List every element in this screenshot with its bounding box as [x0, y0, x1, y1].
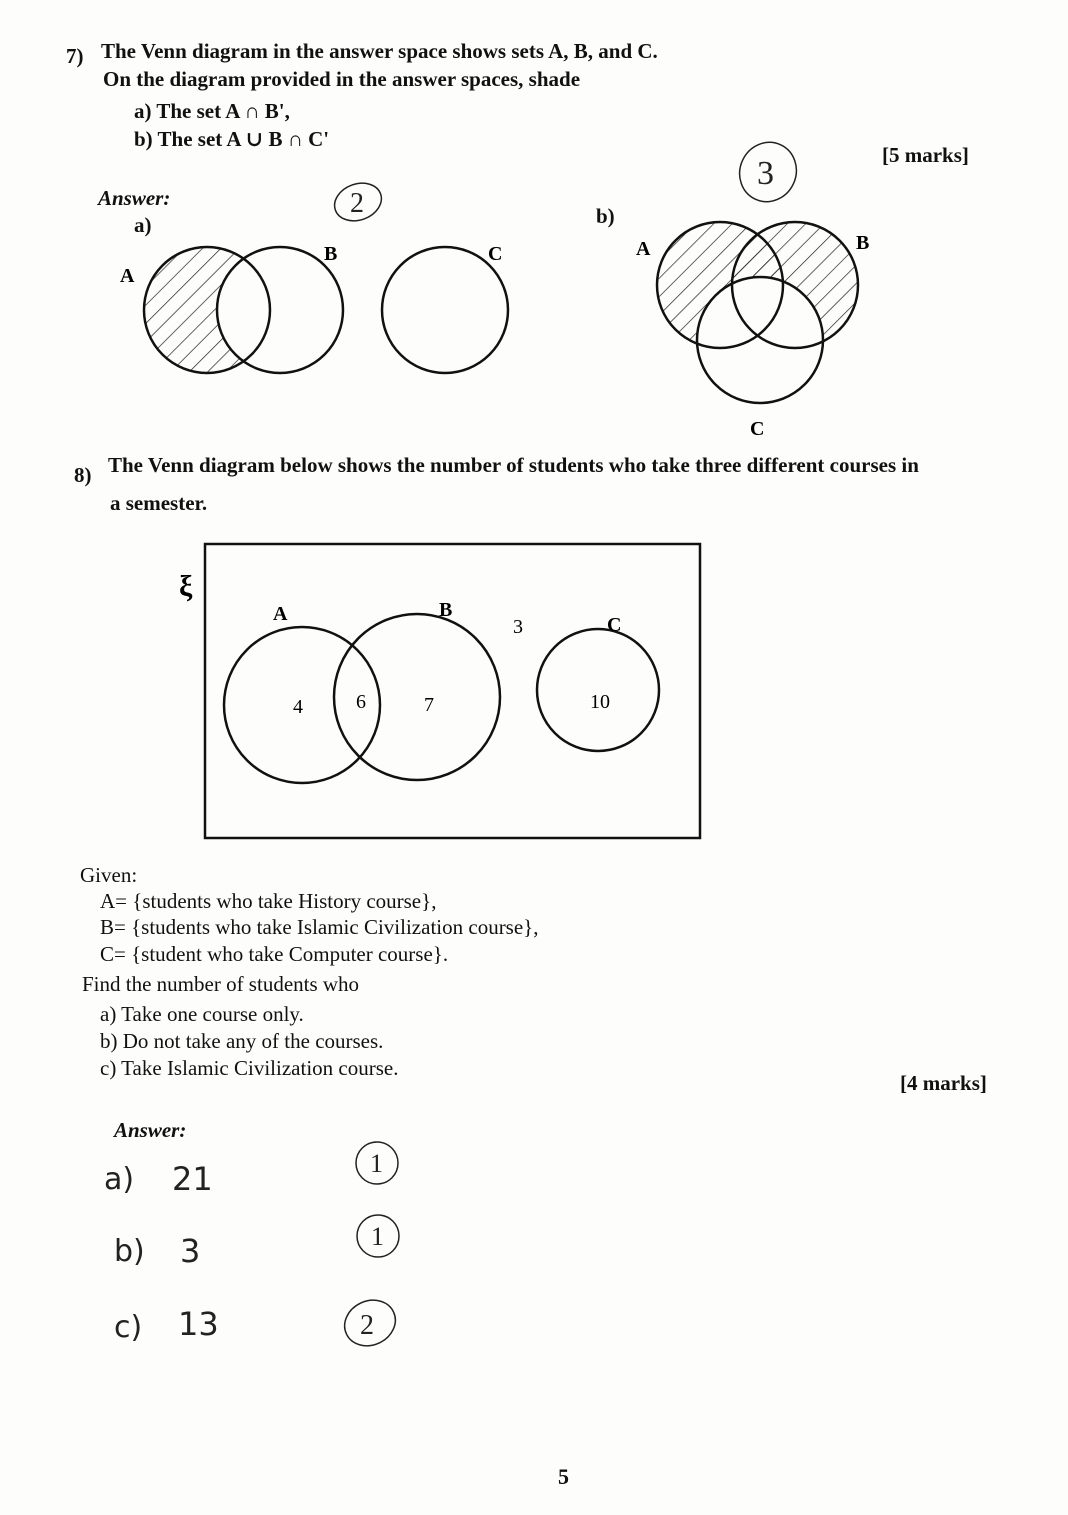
- q7-a-label: a): [134, 213, 152, 237]
- q8-given-c: C= {student who take Computer course}.: [100, 942, 449, 966]
- q8-given-b: B= {students who take Islamic Civilization course},: [100, 915, 539, 939]
- q7-answer-label: Answer:: [98, 186, 171, 210]
- q8-answer-a-label: a): [104, 1162, 135, 1197]
- q8-line1: The Venn diagram below shows the number of students who take three different courses in: [108, 453, 919, 477]
- page-number: 5: [558, 1464, 569, 1489]
- q7a-label-c: C: [488, 243, 503, 265]
- q7a-circle-c: [382, 247, 508, 373]
- q7a-label-a: A: [120, 265, 135, 287]
- q7-marks: [5 marks]: [882, 143, 969, 167]
- q8-label-a: A: [273, 603, 288, 625]
- q7-a-score: 2: [350, 188, 364, 219]
- q7a-label-b: B: [324, 243, 338, 265]
- q7-number: 7): [66, 44, 84, 68]
- q8-answer-a-score: 1: [370, 1149, 383, 1178]
- q8-answer-label: Answer:: [114, 1118, 187, 1142]
- q8-answer-c-score: 2: [360, 1310, 374, 1341]
- q8-value-a-only: 4: [293, 696, 303, 718]
- q8-venn-diagram: [175, 540, 710, 845]
- q8-answer-b-score: 1: [371, 1222, 384, 1251]
- q8-answer-a-value: 21: [172, 1160, 213, 1198]
- q8-value-a-and-b: 6: [356, 691, 366, 713]
- q8-circle-c: [537, 629, 659, 751]
- q8-answer-c-label: c): [114, 1310, 143, 1345]
- q8-find: Find the number of students who: [82, 972, 360, 996]
- q7-b-label: b): [596, 204, 615, 228]
- q8-answer-c-score-mark: [340, 1294, 402, 1352]
- q7-part-a: a) The set A ∩ B',: [134, 99, 290, 123]
- q7-diagram-a: [110, 230, 530, 390]
- q7-b-score: 3: [757, 155, 774, 192]
- q8-answer-c-value: 13: [178, 1305, 219, 1343]
- q8-marks: [4 marks]: [900, 1071, 987, 1095]
- q8-question-a: a) Take one course only.: [100, 1002, 304, 1026]
- q8-number: 8): [74, 463, 92, 487]
- q8-answer-a-score-mark: [352, 1138, 404, 1190]
- q7-line2: On the diagram provided in the answer spaces, shade: [103, 67, 581, 91]
- q7-a-score-mark: [330, 180, 390, 230]
- q8-answer-b-value: 3: [180, 1232, 201, 1270]
- q7-part-b: b) The set A ∪ B ∩ C': [134, 127, 330, 151]
- q8-given-label: Given:: [80, 863, 138, 887]
- q8-answer-b-label: b): [114, 1234, 145, 1269]
- q8-given-a: A= {students who take History course},: [100, 889, 437, 913]
- q7b-label-b: B: [856, 232, 870, 254]
- q8-question-c: c) Take Islamic Civilization course.: [100, 1056, 399, 1080]
- q8-universal-box: [205, 544, 700, 838]
- q7b-label-a: A: [636, 238, 651, 260]
- q7-line1: The Venn diagram in the answer space shows sets A, B, and C.: [101, 39, 658, 63]
- q8-universal-symbol: ξ: [179, 570, 193, 603]
- q7-b-score-mark: [735, 138, 805, 208]
- q8-value-outside: 3: [513, 616, 523, 638]
- q7-diagram-b: [630, 215, 890, 440]
- q8-line2: a semester.: [110, 491, 208, 515]
- q8-question-b: b) Do not take any of the courses.: [100, 1029, 384, 1053]
- q8-answer-b-score-mark: [352, 1210, 404, 1262]
- q8-label-b: B: [439, 599, 453, 621]
- q8-value-b-only: 7: [424, 694, 434, 716]
- q8-value-c-only: 10: [590, 691, 610, 713]
- q8-label-c: C: [607, 614, 622, 636]
- q7b-label-c: C: [750, 418, 765, 440]
